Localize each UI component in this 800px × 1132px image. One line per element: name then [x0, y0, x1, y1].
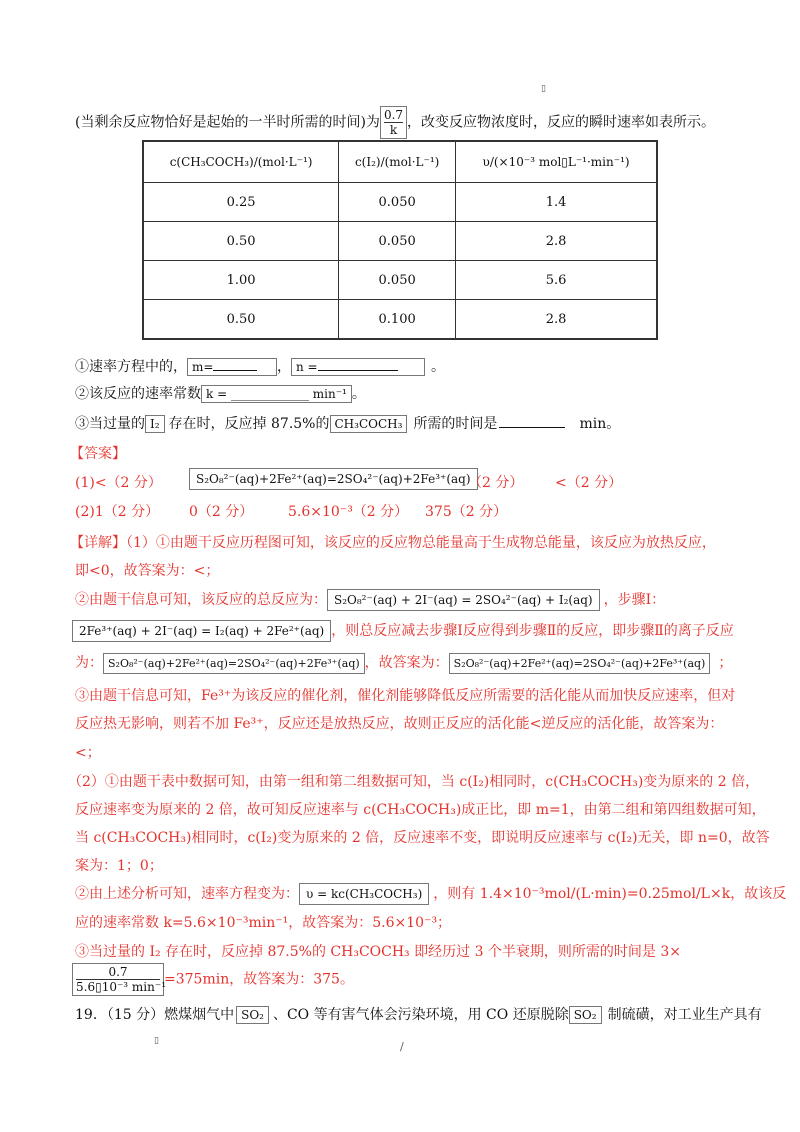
- time-fraction-box: [72, 963, 167, 996]
- table-cell: 2.8: [456, 222, 657, 261]
- table-cell: 5.6: [456, 261, 657, 300]
- ans1-label: (1)<（2 分）: [75, 475, 162, 491]
- q1-text: ①速率方程中的，: [75, 359, 187, 375]
- detail-line-11: 当 c(CH₃COCH₃)相同时，c(I₂)变为原来的 2 倍，反应速率不变，即说明反应速率与 c(I₂)无关，即 n=0，故答: [75, 830, 770, 846]
- table-row: [143, 183, 657, 222]
- table-cell: 0.50: [143, 222, 339, 261]
- step2-equation-box-a: S₂O₈²⁻(aq)+2Fe²⁺(aq)=2SO₄²⁻(aq)+2Fe³⁺(aq): [103, 653, 365, 674]
- detail-l13-pre: ②由上述分析可知，速率方程变为：: [75, 886, 299, 902]
- detail-line-2: 即<0，故答案为：<；: [75, 563, 220, 579]
- q19-mid: 、CO 等有害气体会污染环境，用 CO 还原脱除: [272, 1007, 569, 1023]
- detail-line-5: [75, 652, 732, 674]
- table-row: [143, 261, 657, 300]
- table-cell: 1.4: [456, 183, 657, 222]
- q1-end: 。: [431, 359, 445, 375]
- answer-1-equation: [189, 468, 478, 490]
- detail-l5-end: ；: [718, 655, 733, 671]
- so2-formula-box-2: SO₂: [569, 1006, 602, 1024]
- table-header-row: [143, 141, 657, 183]
- time-fraction-numerator: 0.7: [76, 965, 160, 980]
- q3-unit: min。: [579, 416, 621, 432]
- detail-line-6: ③由题干信息可知，Fe³⁺为该反应的催化剂，催化剂能够降低反应所需要的活化能从而加快反应速率，但对: [75, 688, 736, 704]
- question-3: [75, 413, 620, 433]
- q19-post: 制硫磺，对工业生产具有: [607, 1007, 762, 1023]
- table-cell: 1.00: [143, 261, 339, 300]
- k-answer-box[interactable]: k = _____________ min⁻¹: [201, 385, 352, 403]
- q3-text-mid: 存在时，反应掉 87.5%的: [168, 416, 330, 432]
- q2-text: ②该反应的速率常数: [75, 386, 201, 402]
- q3-text-pre: ③当过量的: [75, 416, 145, 432]
- intro-line: [75, 106, 715, 139]
- q2-end: 。: [351, 386, 366, 402]
- table-cell: 0.25: [143, 183, 339, 222]
- answer-label: 【答案】: [70, 446, 126, 462]
- detail-line-14: 应的速率常数 k=5.6×10⁻³min⁻¹，故答案为：5.6×10⁻³；: [75, 915, 452, 931]
- question-1: [75, 356, 445, 376]
- table-cell: 0.050: [339, 222, 456, 261]
- detail-l3-text: ②由题干信息可知，该反应的总反应为：: [75, 592, 327, 608]
- detail-line-13: [75, 883, 786, 905]
- table-cell: 2.8: [456, 300, 657, 340]
- rate-data-table: [142, 140, 658, 340]
- header-acetone: c(CH₃COCH₃)/(mol·L⁻¹): [143, 141, 339, 183]
- table-row: [143, 222, 657, 261]
- corner-mark: ▯: [541, 84, 546, 94]
- fraction-denominator: k: [389, 123, 398, 137]
- detail-line-9: （2）①由题干表中数据可知，由第一组和第二组数据可知，当 c(I₂)相同时，c(CH₃COCH₃)变为原来的 2 倍，: [68, 774, 760, 790]
- answer-1-last: <（2 分）: [555, 475, 623, 491]
- detail-line-10: 反应速率变为原来的 2 倍，故可知反应速率与 c(CH₃COCH₃)成正比，即 m=1，由第二组和第四组数据可知，: [75, 802, 766, 818]
- page-mark: /: [400, 1040, 404, 1053]
- header-rate: υ/(×10⁻³ mol▯L⁻¹·min⁻¹): [456, 141, 657, 183]
- q19-pre: 19．（15 分）燃煤烟气中: [75, 1007, 235, 1023]
- table-cell: 0.050: [339, 183, 456, 222]
- step1-equation-box: 2Fe³⁺(aq) + 2I⁻(aq) = I₂(aq) + 2Fe²⁺(aq): [72, 620, 331, 642]
- m-answer-box[interactable]: [187, 358, 277, 376]
- header-iodine: c(I₂)/(mol·L⁻¹): [339, 141, 456, 183]
- detail-l16-post: =375min，故答案为：375。: [164, 971, 354, 988]
- answer-2b: 0（2 分）: [189, 504, 254, 520]
- question-19: [75, 1004, 762, 1024]
- table-cell: 0.050: [339, 261, 456, 300]
- fraction-numerator: 0.7: [383, 108, 404, 122]
- so2-formula-box-1: SO₂: [236, 1006, 269, 1024]
- detail-line-3: [75, 589, 665, 611]
- detail-line-1: 【详解】（1）①由题干反应历程图可知，该反应的反应物总能量高于生成物总能量，该反应为放热反应，: [70, 535, 716, 551]
- detail-l5-pre: 为：: [75, 655, 103, 671]
- question-2: [75, 383, 366, 403]
- i2-formula-box: I₂: [145, 415, 165, 433]
- acetone-formula-box: CH₃COCH₃: [330, 415, 408, 433]
- bottom-mark: ▯: [154, 1036, 159, 1046]
- time-fraction-denominator: 5.6▯10⁻³ min⁻¹: [76, 980, 167, 994]
- intro-text-post: ，改变反应物浓度时，反应的瞬时速率如表所示。: [407, 114, 716, 131]
- detail-line-8: <；: [75, 745, 101, 761]
- table-row: [143, 300, 657, 340]
- m-label: m=: [192, 360, 214, 374]
- answer-1: [75, 472, 162, 492]
- n-answer-box[interactable]: [291, 358, 425, 376]
- q3-text-post: 所需的时间是: [413, 416, 498, 432]
- detail-l4-post: ，则总反应减去步骤Ⅰ反应得到步骤Ⅱ的反应，即步骤Ⅱ的离子反应: [331, 623, 734, 639]
- answer-2d: 375（2 分）: [425, 504, 508, 520]
- detail-l5-mid: ，故答案为：: [364, 655, 449, 671]
- step2-equation-box-b: S₂O₈²⁻(aq)+2Fe²⁺(aq)=2SO₄²⁻(aq)+2Fe³⁺(aq): [449, 653, 711, 674]
- rate-equation-box: υ = kc(CH₃COCH₃): [299, 883, 429, 905]
- answer-1-points: （2 分）: [468, 475, 524, 491]
- q1-sep: ，: [277, 359, 291, 375]
- detail-line-4: [72, 620, 734, 642]
- detail-l13-post: ，则有 1.4×10⁻³mol/(L·min)=0.25mol/L×k，故该反: [433, 886, 787, 902]
- time-answer-blank[interactable]: [499, 427, 565, 428]
- detail-line-16: [72, 963, 354, 996]
- overall-equation-box: S₂O₈²⁻(aq) + 2I⁻(aq) = 2SO₄²⁻(aq) + I₂(aq): [327, 589, 600, 611]
- table-cell: 0.100: [339, 300, 456, 340]
- detail-line-7: 反应热无影响，则若不加 Fe³⁺，反应还是放热反应，故则正反应的活化能<逆反应的活化能，故答案为：: [75, 716, 724, 732]
- half-life-fraction: [380, 106, 407, 139]
- answer-2c: 5.6×10⁻³（2 分）: [288, 504, 409, 520]
- detail-line-12: 案为：1；0；: [75, 858, 163, 874]
- step2-equation-box: S₂O₈²⁻(aq)+2Fe²⁺(aq)=2SO₄²⁻(aq)+2Fe³⁺(aq): [189, 468, 478, 490]
- n-label: n =: [296, 360, 318, 374]
- answer-2a: (2)1（2 分）: [75, 504, 160, 520]
- detail-l3-post: ，步骤Ⅰ：: [603, 592, 666, 608]
- detail-line-15: ③当过量的 I₂ 存在时，反应掉 87.5%的 CH₃COCH₃ 即经历过 3 个半衰期，则所需的时间是 3×: [75, 944, 682, 960]
- intro-text-pre: (当剩余反应物恰好是起始的一半时所需的时间)为: [75, 114, 380, 131]
- table-cell: 0.50: [143, 300, 339, 340]
